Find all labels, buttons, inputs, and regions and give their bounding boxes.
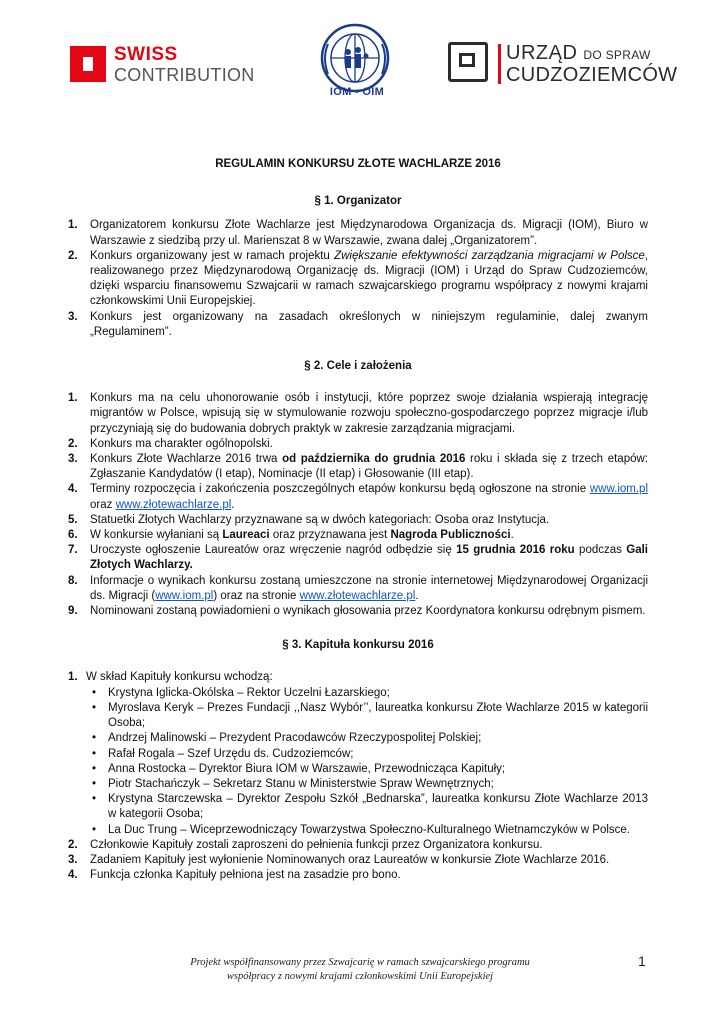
swiss-contribution-logo <box>70 46 260 88</box>
list-item: 4. Funkcja członka Kapituły pełniona jest na zasadzie pro bono. <box>68 869 401 882</box>
member-item: • Myroslava Keryk – Prezes Fundacji ,,Nasz Wybór’’, laureatka konkursu Złote Wachlarze 2015 w kategorii Osoba; <box>92 701 648 730</box>
udsc-emblem-icon <box>448 42 488 82</box>
footer-line1: Projekt współfinansowany przez Szwajcarię w ramach szwajcarskiego programu <box>190 957 530 968</box>
list-item: 1. Organizatorem konkursu Złote Wachlarze jest Międzynarodowa Organizacja ds. Migracji (IOM), Biuro w Warszawie z siedzibą przy ul. Marienszat 8 w Warszawie, zwana dalej „Organizatorem”. <box>68 219 648 247</box>
list-item: 9. Nominowani zostaną powiadomieni o wynikach głosowania przez Koordynatora konkursu odrębnym pismem. <box>68 605 646 618</box>
list-item: 1. Konkurs ma na celu uhonorowanie osób i instytucji, które poprzez swoje działania wspierają integrację migrantów w Polsce, wpisują się w stymulowanie rozwoju społeczno-gospodarczego poprzez migracje i/lub przyczyniają się do budowania dobrych praktyk w zakresie zarządzania migracjami. <box>68 392 648 435</box>
list-item: 2. Członkowie Kapituły zostali zaproszeni do pełnienia funkcji przez Organizatora konkursu. <box>68 838 543 851</box>
member-item: • Rafał Rogala – Szef Urzędu ds. Cudzoziemców; <box>92 747 354 760</box>
iom-link[interactable]: www.iom.pl <box>155 589 214 602</box>
section-3-heading: § 3. Kapituła konkursu 2016 <box>282 639 434 652</box>
committee-members-list <box>86 686 648 838</box>
zlotewachlarze-link[interactable]: www.złotewachlarze.pl <box>299 589 416 602</box>
section-1-list <box>68 218 648 340</box>
swiss-logo-line1: SWISS <box>114 44 178 65</box>
member-item: • Krystyna Starczewska – Dyrektor Zespołu Szkół „Bednarska”, laureatka konkursu Złote Wachlarze 2013 w kategorii Osoba; <box>92 793 648 821</box>
swiss-flag-icon <box>70 46 106 82</box>
document-title: REGULAMIN KONKURSU ZŁOTE WACHLARZE 2016 <box>215 158 501 170</box>
list-item: 4. Terminy rozpoczęcia i zakończenia poszczególnych etapów konkursu będą ogłoszone na stronie www.iom.pl oraz www.złotewachlarze.pl. <box>68 483 648 511</box>
iom-logo-label: IOM • OIM <box>329 86 385 98</box>
member-item: • Piotr Stachańczyk – Sekretarz Stanu w Ministerstwie Spraw Wewnętrznych; <box>92 777 494 790</box>
list-item: 7. Uroczyste ogłoszenie Laureatów oraz wręczenie nagród odbędzie się 15 grudnia 2016 roku podczas Gali Złotych Wachlarzy. <box>68 544 648 572</box>
list-item: 2. Konkurs ma charakter ogólnopolski. <box>68 437 273 450</box>
list-item: 2. Konkurs organizowany jest w ramach projektu Zwiększanie efektywności zarządzania migracjami w Polsce, realizowanego przez Międzynarodową Organizację ds. Migracji (IOM) i Urząd do Spraw Cudzoziemców, dzięki wsparciu finansowemu Szwajcarii w ramach szwajcarskiego programu współpracy z nowymi krajami członkowskimi Unii Europejskiej. <box>68 249 648 308</box>
document-body <box>68 157 648 883</box>
section-3-list <box>68 670 648 883</box>
udsc-logo <box>448 42 678 90</box>
list-item: 1. W skład Kapituły konkursu wchodzą: • Krystyna Iglicka-Okólska – Rektor Uczelni Łazarskiego; • Myroslava Keryk – Prezes Fundacji ,,Nasz Wybór’’, laureatka konkursu Złote Wachlarze 2015 w kategorii Osoba; • Andrzej Malinowski – Prezydent Pracodawców Rzeczypospolitej Polskiej; • Rafał Rogala – Szef Urzędu ds. Cudzoziemców; • Anna Rostocka – Dyrektor Biura IOM w Warszawie, Przewodnicząca Kapituły; • Piotr Stachańczyk – Sekretarz Stanu w Ministerstwie Spraw Wewnętrznych; • Krystyna Starczewska – Dyrektor Zespołu Szkół „Bednarska”, laureatka konkursu Złote Wachlarze 2013 w kategorii Osoba; • La Duc Trung – Wiceprzewodniczący Towarzystwa Społeczno-Kulturalnego Wietnamczyków w Polsce. <box>68 670 648 837</box>
list-item: 6. W konkursie wyłaniani są Laureaci oraz przyznawana jest Nagroda Publiczności. <box>68 529 514 542</box>
footer-line2: współpracy z nowymi krajami członkowskimi Unii Europejskiej <box>226 971 494 982</box>
udsc-logo-line1: URZĄD DO SPRAW <box>506 42 651 64</box>
swiss-logo-line2: CONTRIBUTION <box>114 65 255 85</box>
member-item: • La Duc Trung – Wiceprzewodniczący Towarzystwa Społeczno-Kulturalnego Wietnamczyków w Polsce. <box>92 823 630 836</box>
zlotewachlarze-link[interactable]: www.złotewachlarze.pl <box>115 498 232 511</box>
page-number: 1 <box>638 953 646 969</box>
list-item: 5. Statuetki Złotych Wachlarzy przyznawane są w dwóch kategoriach: Osoba oraz Instytucja. <box>68 513 550 526</box>
section-2-list <box>68 391 648 619</box>
udsc-logo-line2: CUDZOZIEMCÓW <box>506 64 678 86</box>
section-2-heading: § 2. Cele i założenia <box>304 360 412 373</box>
section-1-heading: § 1. Organizator <box>314 195 402 208</box>
list-item: 3. Konkurs jest organizowany na zasadach określonych w niniejszym regulaminie, dalej zwanym „Regulaminem”. <box>68 310 648 338</box>
iom-link[interactable]: www.iom.pl <box>589 483 648 496</box>
member-item: • Andrzej Malinowski – Prezydent Pracodawców Rzeczypospolitej Polskiej; <box>92 732 482 745</box>
list-item: 3. Zadaniem Kapituły jest wyłonienie Nominowanych oraz Laureatów w konkursie Złote Wachlarze 2016. <box>68 853 610 866</box>
list-item: 8. Informacje o wynikach konkursu zostaną umieszczone na stronie internetowej Międzynarodowej Organizacji ds. Migracji (www.iom.pl) oraz na stronie www.złotewachlarze.pl. <box>68 574 648 602</box>
member-item: • Anna Rostocka – Dyrektor Biura IOM w Warszawie, Przewodnicząca Kapituły; <box>92 762 506 775</box>
page-footer <box>150 956 570 984</box>
list-item: 3. Konkurs Złote Wachlarze 2016 trwa od października do grudnia 2016 roku i składa się z trzech etapów: Zgłaszanie Kandydatów (I etap), Nominacje (II etap) i Głosowanie (III etap). <box>68 453 648 481</box>
member-item: • Krystyna Iglicka-Okólska – Rektor Uczelni Łazarskiego; <box>92 686 390 699</box>
